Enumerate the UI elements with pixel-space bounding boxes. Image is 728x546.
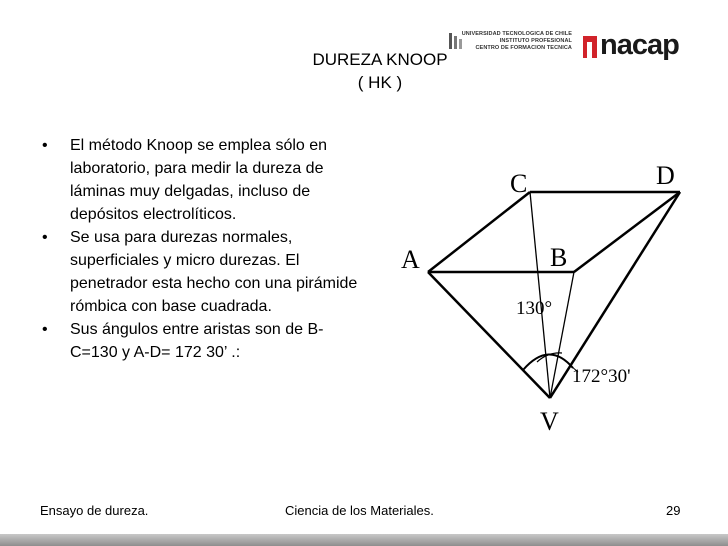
footer-center-text: Ciencia de los Materiales. — [285, 503, 434, 518]
knoop-pyramid-diagram — [395, 150, 705, 440]
angle-label-ad: 172°30' — [572, 366, 631, 387]
bullet-list — [40, 134, 360, 364]
angle-arc-ad — [523, 354, 573, 370]
utc-line-1: UNIVERSIDAD TECNOLOGICA DE CHILE — [461, 31, 572, 37]
angle-label-bc: 130° — [516, 298, 553, 319]
utc-line-3: CENTRO DE FORMACION TECNICA — [475, 45, 572, 51]
title-line-2: ( HK ) — [357, 73, 403, 92]
edge-a-v — [428, 272, 553, 398]
footer-left-text: Ensayo de dureza. — [40, 503, 149, 518]
edge-c-v — [530, 192, 550, 398]
vertex-label-b: B — [550, 243, 568, 272]
utc-line-2: INSTITUTO PROFESIONAL — [499, 38, 572, 44]
bullet-item-3: • Sus ángulos entre aristas son de B-C=130 y A-D= 172 30’ .: — [40, 318, 360, 364]
page-number: 29 — [666, 503, 681, 518]
vertex-label-v: V — [540, 407, 559, 436]
bullet-item-1: • El método Knoop se emplea sólo en laboratorio, para medir la dureza de láminas muy delgadas, incluso de depósitos electrolíticos. — [40, 134, 360, 226]
title-line-1: DUREZA KNOOP — [312, 50, 448, 69]
inacap-wordmark: nacap — [600, 29, 679, 61]
bottom-bar — [0, 534, 728, 546]
vertex-label-c: C — [510, 169, 528, 198]
edge-a-c — [428, 192, 530, 272]
vertex-label-a: A — [401, 245, 420, 274]
edge-d-b — [574, 192, 680, 272]
bullet-item-2: • Se usa para durezas normales, superficiales y micro durezas. El penetrador esta hecho con una pirámide rómbica con base cuadrada. — [40, 226, 360, 318]
vertex-label-d: D — [656, 161, 675, 190]
utc-logo — [440, 29, 572, 69]
inacap-square-icon — [583, 36, 597, 58]
